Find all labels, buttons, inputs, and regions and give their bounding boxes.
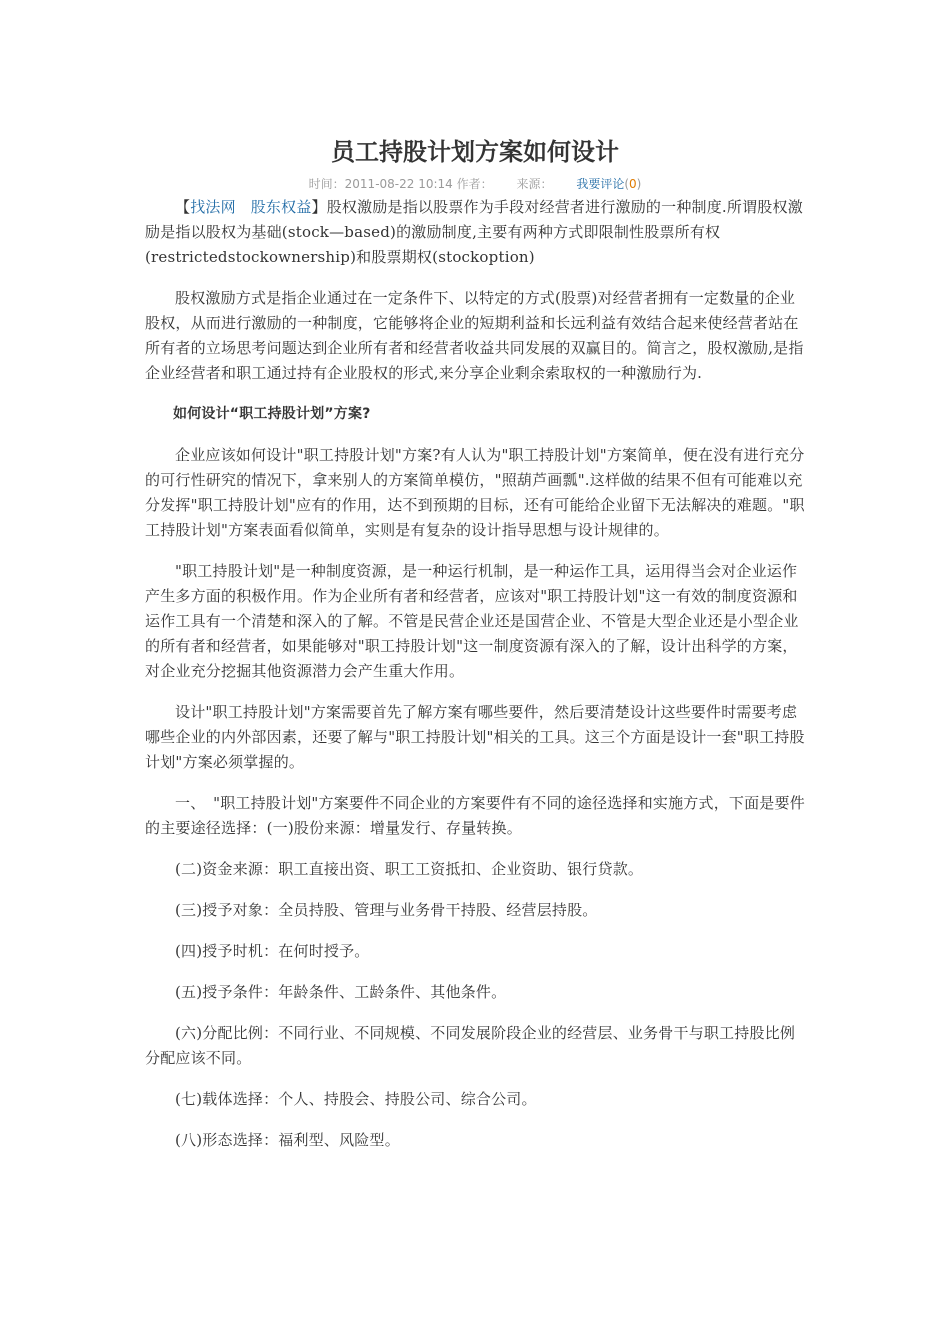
- paragraph-4: 设计"职工持股计划"方案需要首先了解方案有哪些要件，然后要清楚设计这些要件时需要考虑哪些企业的内外部因素，还要了解与"职工持股计划"相关的工具。这三个方面是设计一套"职工持股计划"方案必须掌握的。: [145, 703, 805, 771]
- comment-count: 0: [629, 177, 637, 191]
- section-heading: 如何设计“职工持股计划”方案?: [173, 406, 371, 422]
- article-title: 员工持股计划方案如何设计: [331, 138, 619, 166]
- lead-paragraph: [145, 195, 805, 270]
- paragraph-7: (三)授予对象：全员持股、管理与业务骨干持股、经营层持股。: [175, 901, 598, 919]
- zhaofawang-link[interactable]: 找法网: [190, 198, 236, 216]
- paragraph-12: (八)形态选择：福利型、风险型。: [175, 1131, 400, 1149]
- paragraph-9: (五)授予条件：年龄条件、工龄条件、其他条件。: [175, 983, 507, 1001]
- bracket-open: 【: [175, 198, 191, 216]
- paragraph-6: (二)资金来源：职工直接出资、职工工资抵扣、企业资助、银行贷款。: [175, 860, 644, 878]
- time-label: 时间：: [308, 177, 345, 191]
- paragraph-5: 一、 "职工持股计划"方案要件不同企业的方案要件有不同的途径选择和实施方式，下面是要件的主要途径选择：(一)股份来源：增量发行、存量转换。: [145, 794, 805, 837]
- paragraph-3: "职工持股计划"是一种制度资源，是一种运行机制，是一种运作工具，运用得当会对企业运作产生多方面的积极作用。作为企业所有者和经营者，应该对"职工持股计划"这一有效的制度资源和运作工具有一个清楚和深入的了解。不管是民营企业还是国营企业、不管是大型企业还是小型企业的所有者和经营者，如果能够对"职工持股计划"这一制度资源有深入的了解，设计出科学的方案，对企业充分挖掘其他资源潜力会产生重大作用。: [145, 562, 799, 680]
- source-label: 来源：: [516, 177, 553, 191]
- article: [145, 132, 805, 1153]
- lead-text: 股权激励是指以股票作为手段对经营者进行激励的一种制度.所谓股权激励是指以股权为基础(stock—based)的激励制度,主要有两种方式即限制性股票所有权(restrictedstockownership)和股票期权(stockoption): [145, 198, 803, 266]
- shareholder-rights-link[interactable]: 股东权益: [250, 198, 312, 216]
- time-value: 2011-08-22 10:14: [344, 177, 453, 191]
- paragraph-11: (七)载体选择：个人、持股会、持股公司、综合公司。: [175, 1090, 537, 1108]
- author-label: 作者：: [456, 177, 493, 191]
- paragraph-10: (六)分配比例：不同行业、不同规模、不同发展阶段企业的经营层、业务骨干与职工持股比例分配应该不同。: [145, 1024, 796, 1067]
- paragraph-1: 股权激励方式是指企业通过在一定条件下、以特定的方式(股票)对经营者拥有一定数量的企业股权，从而进行激励的一种制度，它能够将企业的短期利益和长远利益有效结合起来使经营者站在所有者的立场思考问题达到企业所有者和经营者收益共同发展的双赢目的。简言之，股权激励,是指企业经营者和职工通过持有企业股权的形式,来分享企业剩余索取权的一种激励行为.: [145, 289, 804, 382]
- article-meta: 时间：2011-08-22 10:14 作者： 来源： 我要评论(0): [308, 177, 642, 191]
- comment-link[interactable]: 我要评论: [576, 177, 625, 191]
- bracket-close: 】: [311, 198, 327, 216]
- paragraph-2: 企业应该如何设计"职工持股计划"方案?有人认为"职工持股计划"方案简单，便在没有进行充分的可行性研究的情况下，拿来别人的方案简单模仿，"照葫芦画瓢".这样做的结果不但有可能难以充分发挥"职工持股计划"应有的作用，达不到预期的目标，还有可能给企业留下无法解决的难题。"职工持股计划"方案表面看似简单，实则是有复杂的设计指导思想与设计规律的。: [145, 446, 805, 539]
- paragraph-8: (四)授予时机：在何时授予。: [175, 942, 370, 960]
